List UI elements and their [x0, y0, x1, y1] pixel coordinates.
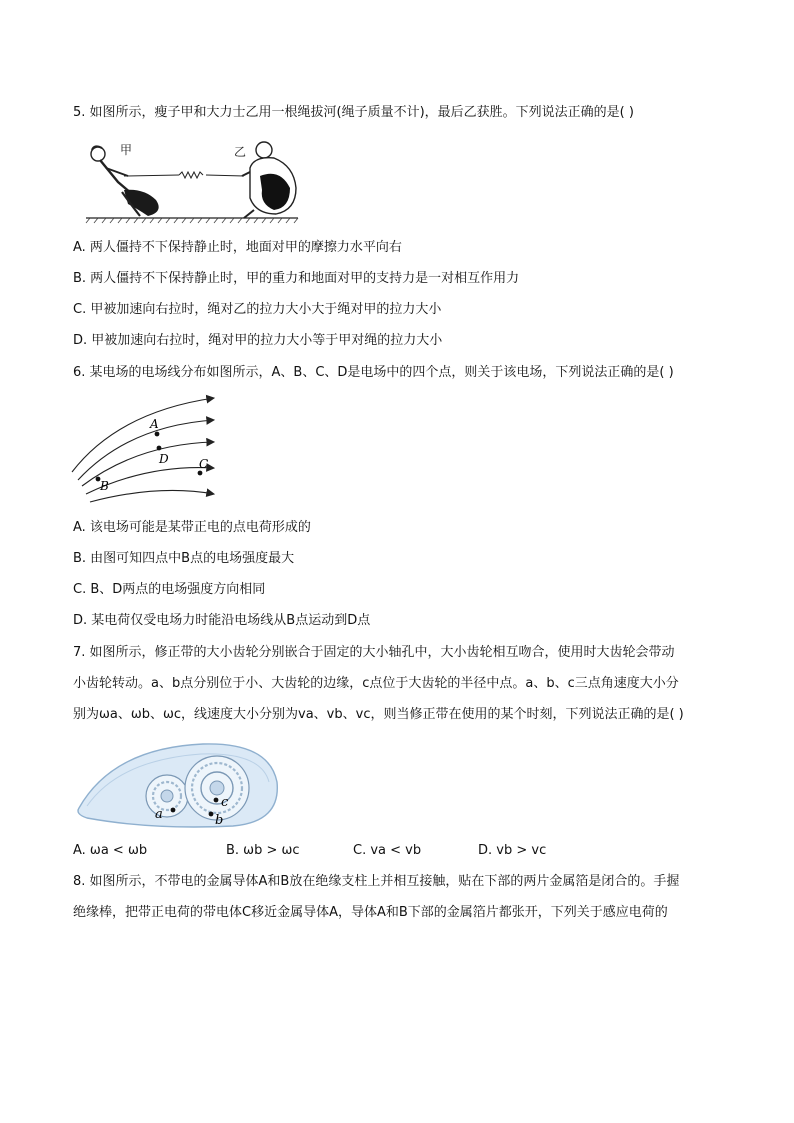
q6-option-b: B. 由图可知四点中B点的电场强度最大: [73, 551, 295, 566]
q6-option-c: C. B、D两点的电场强度方向相同: [73, 582, 266, 597]
q6-option-d: D. 某电荷仅受电场力时能沿电场线从B点运动到D点: [73, 613, 371, 628]
q5-option-a: A. 两人僵持不下保持静止时，地面对甲的摩擦力水平向右: [73, 240, 402, 255]
person-yi: [242, 142, 296, 218]
q7-option-c: C. va < vb: [353, 843, 422, 858]
point-a-label: A: [150, 417, 159, 431]
point-b-label: b: [215, 813, 224, 828]
q5-stem: 5. 如图所示，瘦子甲和大力士乙用一根绳拔河(绳子质量不计)，最后乙获胜。下列说法正确的是( ): [73, 105, 634, 120]
small-gear: [146, 775, 188, 817]
tug-of-war-figure: [84, 138, 302, 224]
large-gear: [185, 756, 249, 820]
point-d-label: D: [159, 452, 169, 466]
point-a-label: a: [155, 807, 163, 822]
q8-stem-line-2: 绝缘棒，把带正电荷的带电体C移近金属导体A，导体A和B下部的金属箔片都张开，下列关于感应电荷的: [73, 905, 668, 920]
q7-stem-line-2: 小齿轮转动。a、b点分别位于小、大齿轮的边缘，c点位于大齿轮的半径中点。a、b、c三点角速度大小分: [73, 676, 679, 691]
label-yi: 乙: [234, 145, 247, 159]
q7-option-a: A. ωa < ωb: [73, 843, 148, 858]
point-c-label: C: [199, 457, 209, 471]
q7-options: [73, 842, 723, 860]
rope: [124, 172, 244, 178]
field-points: [96, 432, 203, 482]
correction-tape-figure: [73, 738, 283, 833]
q5-option-b: B. 两人僵持不下保持静止时，甲的重力和地面对甲的支持力是一对相互作用力: [73, 271, 520, 286]
label-jia: 甲: [120, 143, 133, 157]
q6-option-a: A. 该电场可能是某带正电的点电荷形成的: [73, 520, 311, 535]
q7-option-d: D. vb > vc: [478, 843, 547, 858]
q7-stem-line-1: 7. 如图所示，修正带的大小齿轮分别嵌合于固定的大小轴孔中，大小齿轮相互吻合，使用时大齿轮会带动: [73, 645, 675, 660]
q7-stem-line-3: 别为ωa、ωb、ωc，线速度大小分别为va、vb、vc，则当修正带在使用的某个时刻，下列说法正确的是( ): [73, 707, 684, 722]
q7-option-b: B. ωb > ωc: [226, 843, 300, 858]
q8-stem-line-1: 8. 如图所示，不带电的金属导体A和B放在绝缘支柱上并相互接触，贴在下部的两片金属箔是闭合的。手握: [73, 874, 680, 889]
point-b-label: B: [100, 479, 109, 493]
q5-option-c: C. 甲被加速向右拉时，绳对乙的拉力大小大于绳对甲的拉力大小: [73, 302, 442, 317]
q5-option-d: D. 甲被加速向右拉时，绳对甲的拉力大小等于甲对绳的拉力大小: [73, 333, 443, 348]
q6-stem: 6. 某电场的电场线分布如图所示，A、B、C、D是电场中的四个点，则关于该电场，下列说法正确的是( ): [73, 365, 674, 380]
point-c-label: c: [221, 795, 229, 810]
electric-field-figure: [68, 392, 220, 510]
